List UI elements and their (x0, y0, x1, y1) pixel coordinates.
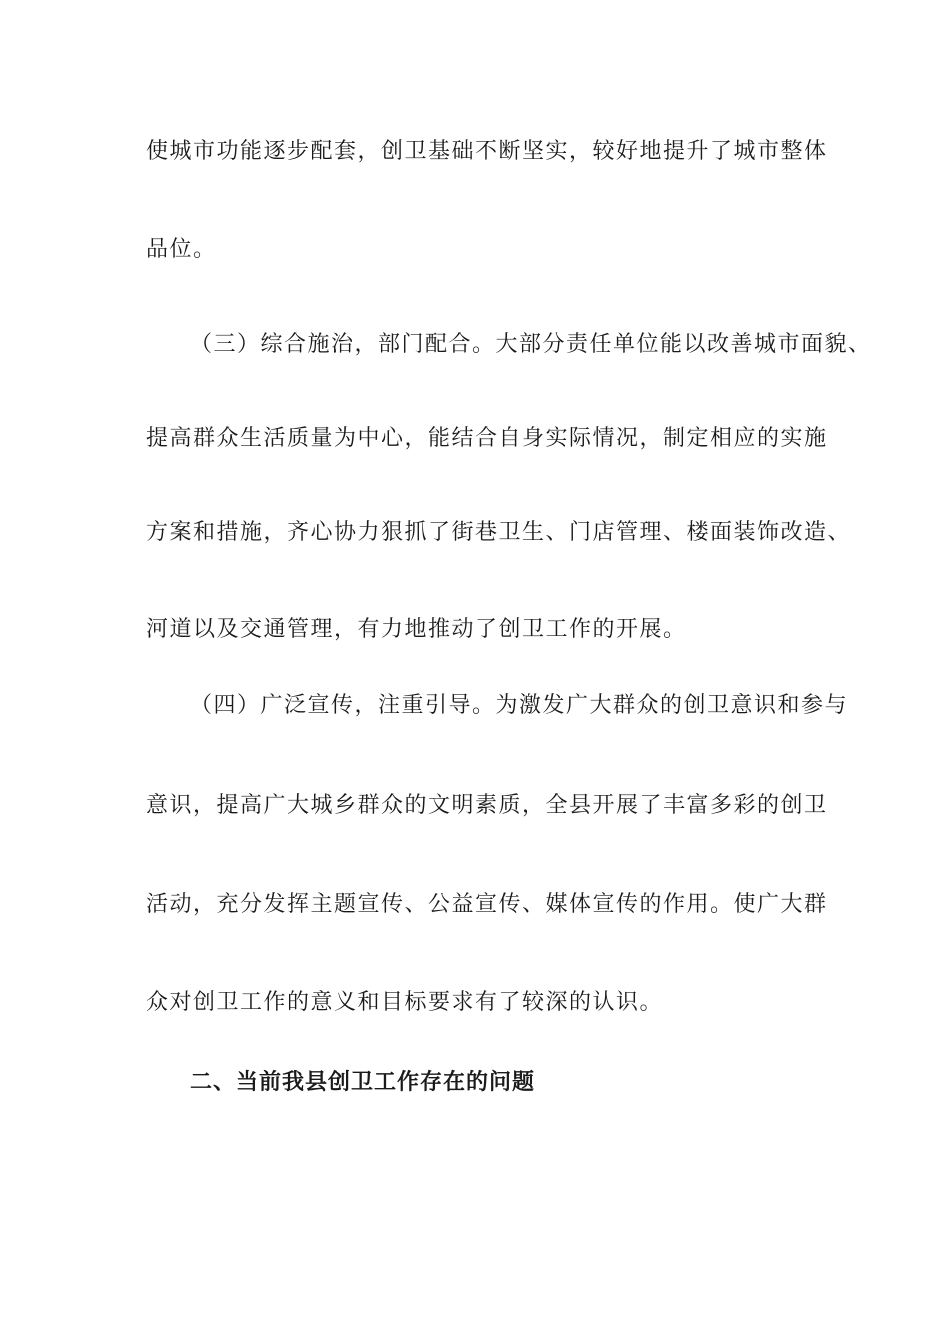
paragraph-line: 河道以及交通管理，有力地推动了创卫工作的开展。 (146, 617, 687, 642)
paragraph-line: 提高群众生活质量为中心，能结合自身实际情况，制定相应的实施 (146, 426, 828, 451)
paragraph-line: 品位。 (146, 237, 217, 262)
paragraph-line: 方案和措施，齐心协力狠抓了街巷卫生、门店管理、楼面装饰改造、 (146, 520, 852, 545)
paragraph-line: （三）综合施治，部门配合。大部分责任单位能以改善城市面貌、 (190, 332, 872, 357)
paragraph-line: （四）广泛宣传，注重引导。为激发广大群众的创卫意识和参与 (190, 693, 849, 718)
section-heading: 二、当前我县创卫工作存在的问题 (190, 1070, 536, 1095)
paragraph-line: 使城市功能逐步配套，创卫基础不断坚实，较好地提升了城市整体 (146, 139, 828, 164)
paragraph-line: 活动，充分发挥主题宣传、公益宣传、媒体宣传的作用。使广大群 (146, 892, 828, 917)
paragraph-line: 众对创卫工作的意义和目标要求有了较深的认识。 (146, 990, 664, 1015)
paragraph-line: 意识，提高广大城乡群众的文明素质，全县开展了丰富多彩的创卫 (146, 793, 828, 818)
